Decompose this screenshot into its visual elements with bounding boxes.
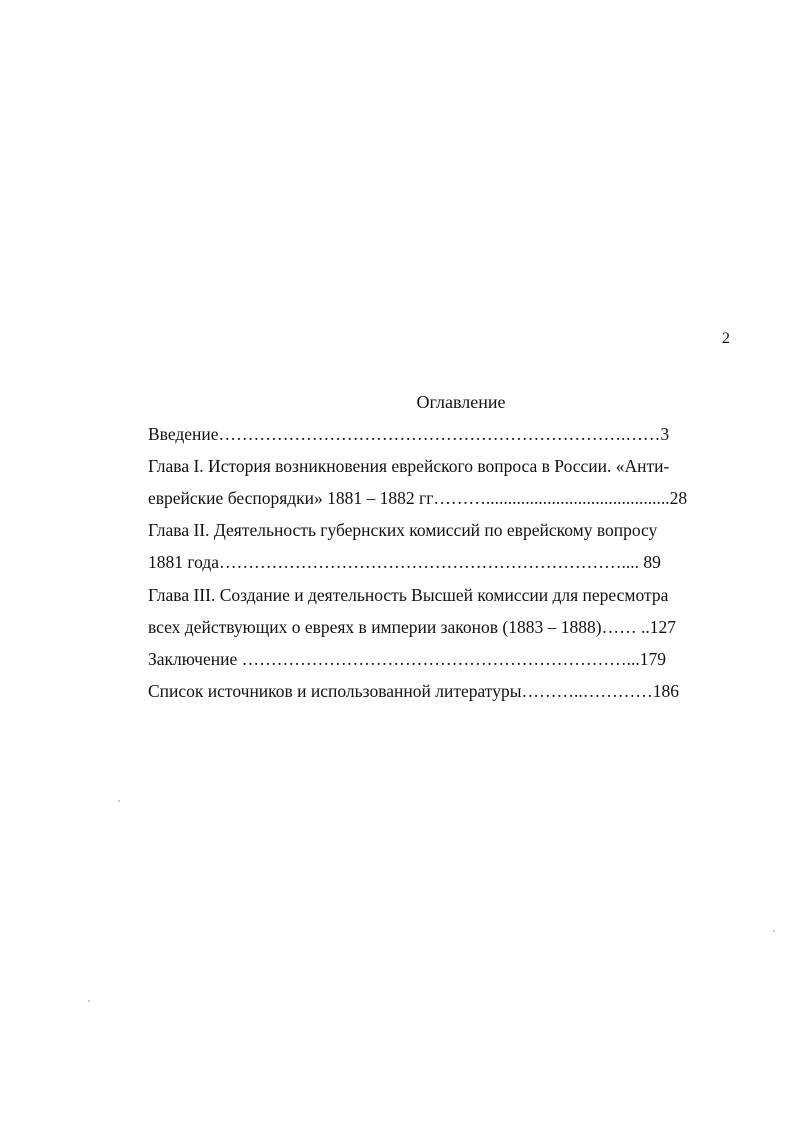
scan-speck (773, 930, 775, 932)
toc-entry-chapter-1-line-1: Глава I. История возникновения еврейского вопроса в России. «Анти- (148, 456, 670, 476)
scan-speck (118, 800, 120, 802)
toc-title: Оглавление (416, 392, 506, 412)
scan-speck (88, 1000, 90, 1002)
toc-entry-introduction: Введение…………………………………………………………….……3 (148, 424, 670, 444)
toc-entry-chapter-3-line-2: всех действующих о евреях в империи законов (1883 – 1888)…… ..127 (148, 617, 676, 637)
toc-entry-chapter-2-line-1: Глава II. Деятельность губернских комиссий по еврейскому вопросу (148, 520, 658, 540)
toc-entry-bibliography: Список источников и использованной литературы………..…………186 (148, 681, 679, 701)
toc-entry-chapter-1-line-2: еврейские беспорядки» 1881 – 1882 гг………..........................................28 (148, 488, 688, 508)
toc-entry-conclusion: Заключение …………………………………………………………...179 (148, 649, 666, 669)
page-number: 2 (722, 330, 730, 347)
toc-entry-chapter-2-line-2: 1881 года…………………………………………………………….... 89 (148, 552, 661, 572)
toc-entry-chapter-3-line-1: Глава III. Создание и деятельность Высшей комиссии для пересмотра (148, 585, 669, 605)
